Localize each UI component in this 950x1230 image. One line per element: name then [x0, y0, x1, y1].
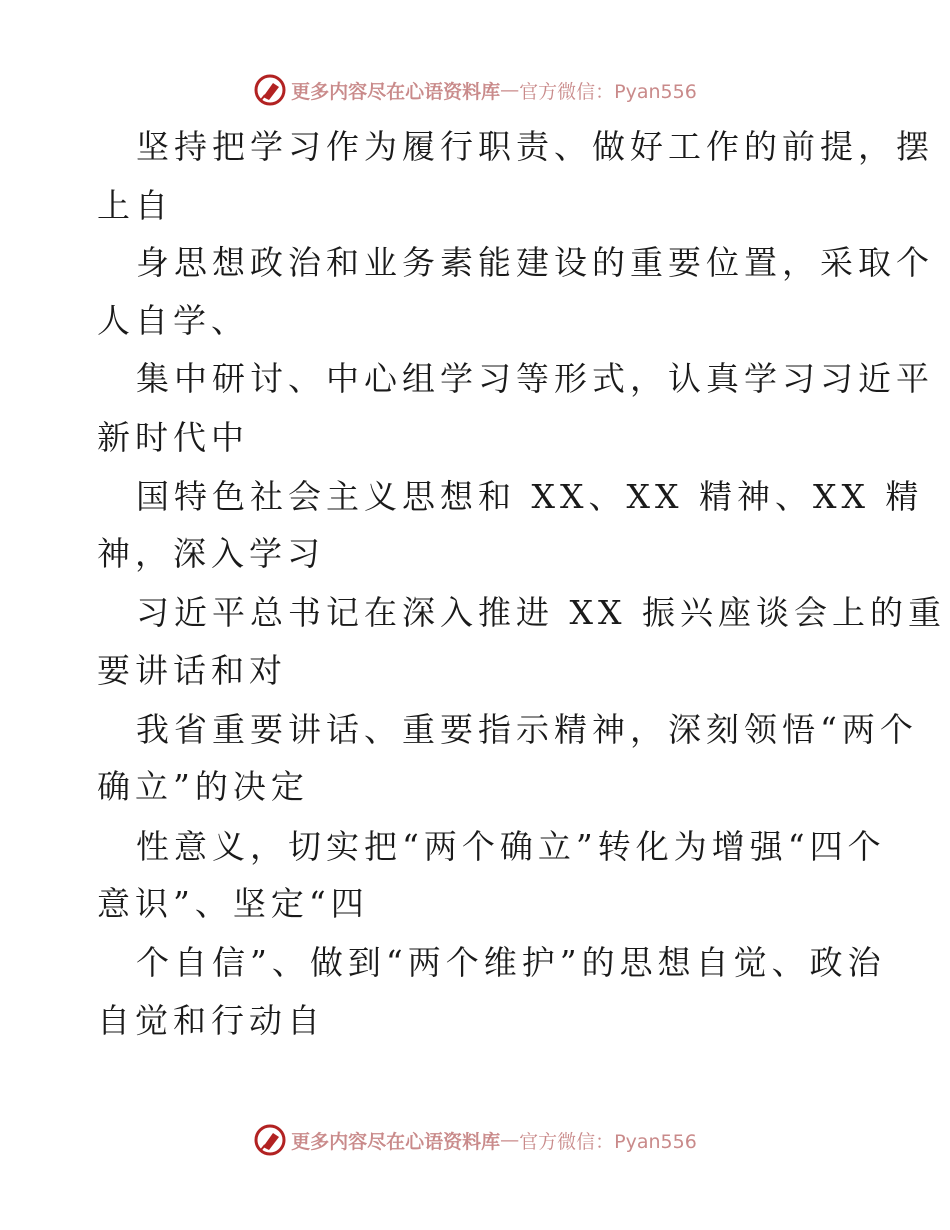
banner-separator: — — [500, 79, 520, 101]
body-line: 确立”的决定 — [97, 767, 309, 806]
banner-wechat-text: 官方微信：Pyan556 — [519, 1130, 697, 1153]
body-line: 集中研讨、中心组学习等形式，认真学习习近平 — [136, 359, 934, 398]
body-line: 个自信”、做到“两个维护”的思想自觉、政治 — [136, 943, 886, 982]
banner-main-text: 更多内容尽在心语资料库 — [291, 80, 501, 103]
body-line: 意识”、坚定“四 — [97, 884, 369, 923]
pen-nib-logo-icon — [253, 1123, 287, 1157]
banner-wechat-text: 官方微信：Pyan556 — [519, 80, 697, 103]
body-line: 坚持把学习作为履行职责、做好工作的前提，摆 — [136, 127, 934, 166]
banner-main-text: 更多内容尽在心语资料库 — [291, 1130, 501, 1153]
body-line: 身思想政治和业务素能建设的重要位置，采取个 — [136, 243, 934, 282]
body-line: 神，深入学习 — [97, 534, 325, 573]
body-line: 新时代中 — [97, 418, 249, 457]
pen-nib-logo-icon — [253, 73, 287, 107]
body-line: 要讲话和对 — [97, 651, 287, 690]
body-line: 人自学、 — [97, 301, 249, 340]
body-line: 国特色社会主义思想和 XX、XX 精神、XX 精 — [136, 477, 924, 516]
body-line: 习近平总书记在深入推进 XX 振兴座谈会上的重 — [136, 593, 946, 632]
body-line: 上自 — [97, 186, 173, 225]
body-line: 自觉和行动自 — [97, 1001, 325, 1040]
body-line: 性意义，切实把“两个确立”转化为增强“四个 — [136, 827, 886, 866]
footer-banner — [0, 1120, 950, 1160]
body-line: 我省重要讲话、重要指示精神，深刻领悟“两个 — [136, 710, 918, 749]
banner-separator: — — [500, 1129, 520, 1151]
header-banner — [0, 70, 950, 110]
